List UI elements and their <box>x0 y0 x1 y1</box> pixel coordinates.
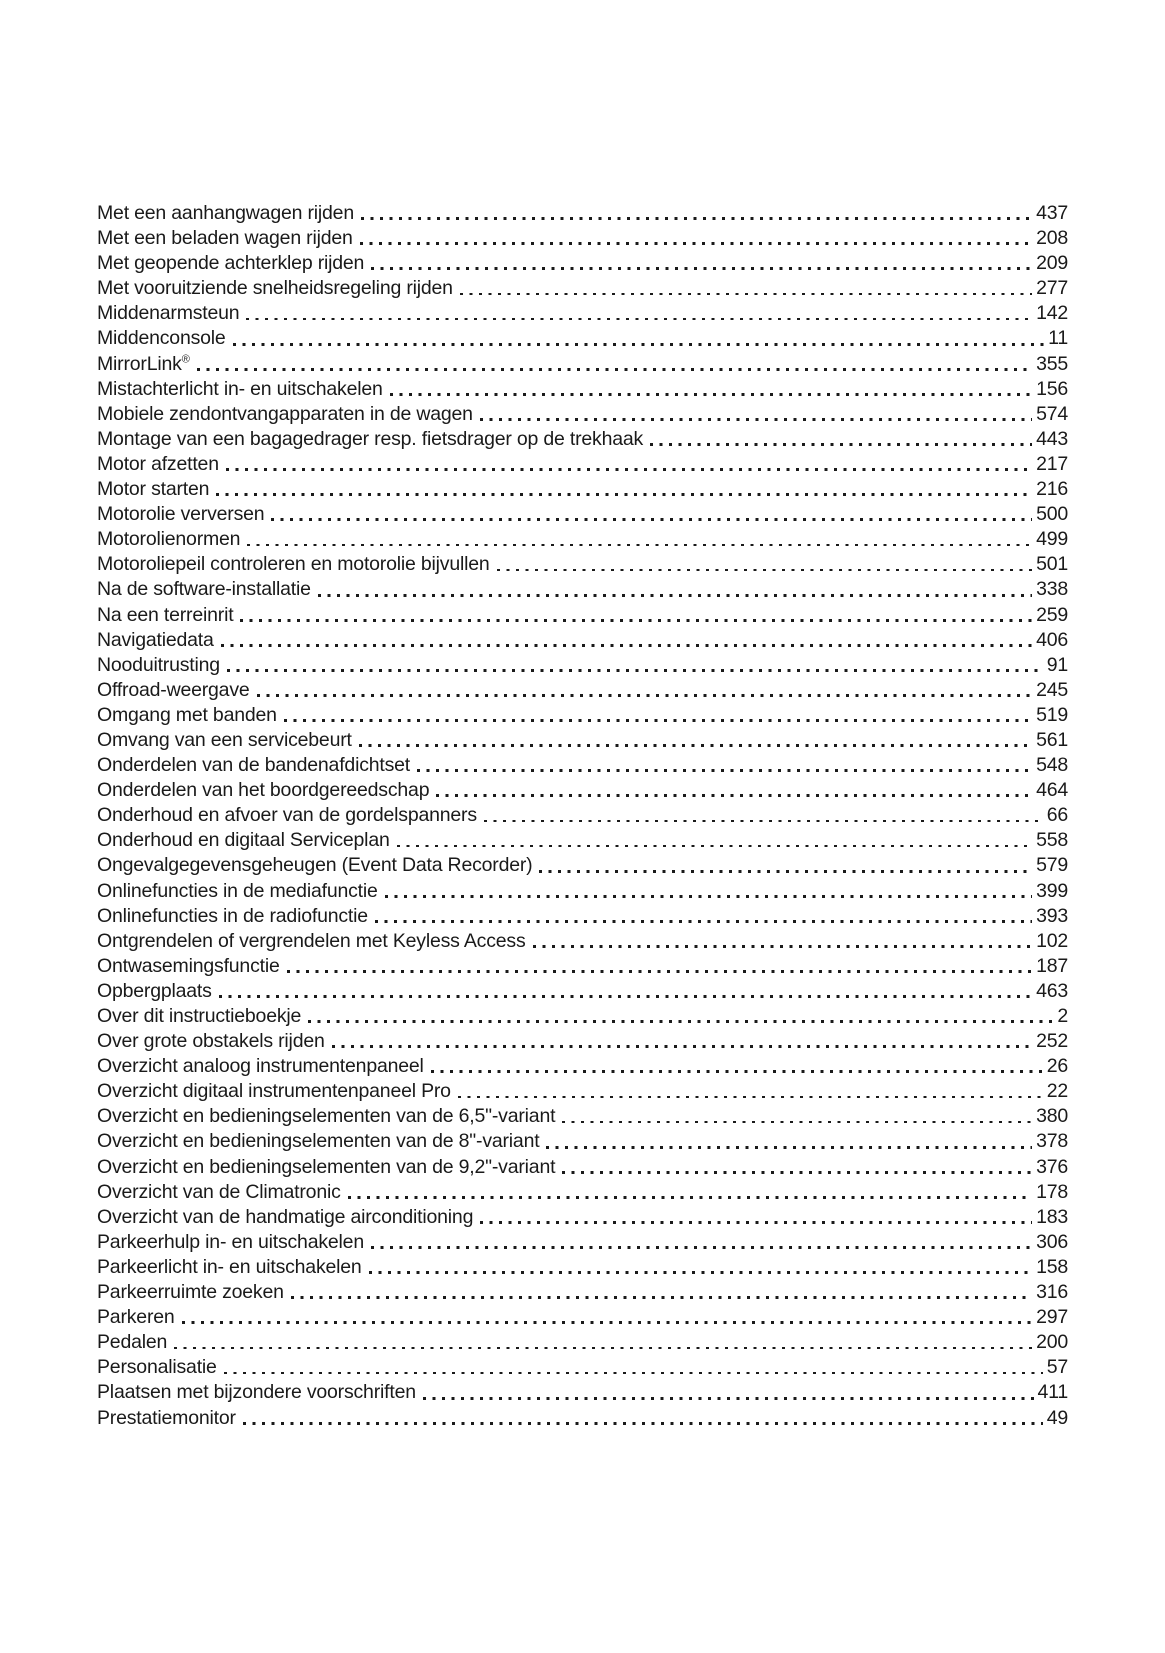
toc-entry-page-number: 297 <box>1036 1306 1068 1329</box>
toc-entry-title: Ontgrendelen of vergrendelen met Keyless Access <box>97 929 526 952</box>
dot-leader <box>233 343 1045 346</box>
toc-entry <box>97 653 1068 678</box>
toc-entry-page-number: 158 <box>1036 1255 1068 1278</box>
dot-leader <box>397 845 1032 848</box>
toc-entry-title: Parkeerlicht in- en uitschakelen <box>97 1255 362 1278</box>
dot-leader <box>182 1321 1033 1324</box>
dot-leader <box>650 443 1032 446</box>
dot-leader <box>219 995 1032 998</box>
toc-entry-title: Ontwasemingsfunctie <box>97 954 280 977</box>
toc-entry-page-number: 216 <box>1036 478 1068 501</box>
toc-entry-title: Onderhoud en digitaal Serviceplan <box>97 829 390 852</box>
toc-entry-title: Middenarmsteun <box>97 302 240 325</box>
dot-leader <box>226 468 1032 471</box>
toc-entry <box>97 703 1068 728</box>
dot-leader <box>291 1296 1032 1299</box>
toc-entry-page-number: 338 <box>1036 578 1068 601</box>
toc-entry-page-number: 378 <box>1036 1130 1068 1153</box>
toc-entry-page-number: 316 <box>1036 1281 1068 1304</box>
toc-entry-title: Na de software-installatie <box>97 578 311 601</box>
dot-leader <box>287 970 1032 973</box>
toc-entry-title: Navigatiedata <box>97 628 214 651</box>
toc-entry-title: Met een beladen wagen rijden <box>97 227 353 250</box>
toc-entry <box>97 577 1068 602</box>
toc-entry <box>97 1230 1068 1255</box>
toc-entry <box>97 628 1068 653</box>
toc-entry-page-number: 500 <box>1036 503 1068 526</box>
toc-entry-title: Middenconsole <box>97 327 226 350</box>
dot-leader <box>546 1146 1032 1149</box>
toc-entry-page-number: 411 <box>1037 1381 1068 1404</box>
toc-entry-page-number: 11 <box>1048 327 1068 350</box>
toc-entry-title: Over dit instructieboekje <box>97 1005 302 1027</box>
toc-entry <box>97 1280 1068 1305</box>
dot-leader <box>458 1096 1043 1099</box>
toc-entry-page-number: 558 <box>1036 829 1068 852</box>
dot-leader <box>390 393 1032 396</box>
toc-entry <box>97 1104 1068 1129</box>
toc-entry-page-number: 208 <box>1036 227 1068 250</box>
toc-entry-page-number: 178 <box>1036 1180 1068 1203</box>
dot-leader <box>247 544 1032 547</box>
toc-entry-page-number: 277 <box>1036 277 1068 300</box>
toc-entry-page-number: 200 <box>1036 1331 1068 1354</box>
dot-leader <box>257 694 1033 697</box>
dot-leader <box>224 1372 1043 1375</box>
toc-list <box>97 201 1068 1431</box>
dot-leader <box>371 267 1032 270</box>
toc-entry-page-number: 306 <box>1036 1230 1068 1253</box>
dot-leader <box>197 368 1032 371</box>
toc-entry-title: Met een aanhangwagen rijden <box>97 202 354 224</box>
toc-entry <box>97 1305 1068 1330</box>
toc-entry-title: Overzicht en bedieningselementen van de 8"-variant <box>97 1130 540 1153</box>
toc-entry-title: Onlinefuncties in de mediafunctie <box>97 879 378 902</box>
dot-leader <box>227 669 1043 672</box>
toc-entry <box>97 477 1068 502</box>
toc-entry <box>97 753 1068 778</box>
toc-entry <box>97 402 1068 427</box>
dot-leader <box>484 820 1043 823</box>
toc-entry-page-number: 376 <box>1036 1155 1068 1178</box>
toc-entry <box>97 778 1068 803</box>
toc-entry <box>97 603 1068 628</box>
dot-leader <box>271 518 1032 521</box>
toc-entry <box>97 1054 1068 1079</box>
toc-entry-title: Motorolie verversen <box>97 503 265 526</box>
toc-entry-title: Montage van een bagagedrager resp. fietsdrager op de trekhaak <box>97 427 644 450</box>
dot-leader <box>480 418 1032 421</box>
toc-entry-title: Mobiele zendontvangapparaten in de wagen <box>97 402 473 425</box>
toc-entry <box>97 301 1068 326</box>
toc-entry-page-number: 548 <box>1036 754 1068 777</box>
toc-entry-title: Onderhoud en afvoer van de gordelspanners <box>97 804 477 827</box>
toc-entry <box>97 1129 1068 1154</box>
toc-entry <box>97 1029 1068 1054</box>
toc-entry-page-number: 561 <box>1036 728 1068 751</box>
toc-entry-title: Mistachterlicht in- en uitschakelen <box>97 377 383 400</box>
toc-entry-title: Over grote obstakels rijden <box>97 1030 325 1053</box>
toc-entry <box>97 1355 1068 1380</box>
toc-entry <box>97 1079 1068 1104</box>
toc-entry-title: Motorolienormen <box>97 528 241 551</box>
toc-entry-page-number: 49 <box>1046 1406 1068 1429</box>
toc-entry-page-number: 22 <box>1046 1080 1068 1103</box>
toc-entry-page-number: 209 <box>1036 252 1068 275</box>
toc-entry-title: Omgang met banden <box>97 703 277 726</box>
toc-entry-title: Opbergplaats <box>97 979 212 1002</box>
toc-entry-page-number: 245 <box>1036 678 1068 701</box>
toc-entry-page-number: 399 <box>1036 879 1068 902</box>
toc-entry <box>97 1406 1068 1431</box>
toc-entry-title: Parkeren <box>97 1306 175 1329</box>
toc-entry <box>97 879 1068 904</box>
toc-entry <box>97 201 1068 226</box>
dot-leader <box>360 242 1032 245</box>
dot-leader <box>431 1070 1043 1073</box>
toc-entry-title: Onlinefuncties in de radiofunctie <box>97 904 368 927</box>
toc-entry <box>97 1330 1068 1355</box>
toc-entry-page-number: 57 <box>1046 1356 1068 1379</box>
toc-entry-page-number: 156 <box>1036 377 1068 400</box>
dot-leader <box>308 1020 1053 1023</box>
toc-entry-page-number: 142 <box>1036 302 1068 325</box>
toc-entry-title: Personalisatie <box>97 1356 217 1379</box>
dot-leader <box>460 293 1032 296</box>
toc-entry-title: Parkeerruimte zoeken <box>97 1281 284 1304</box>
toc-entry-page-number: 380 <box>1036 1105 1068 1128</box>
dot-leader <box>375 920 1032 923</box>
dot-leader <box>533 945 1033 948</box>
toc-entry-page-number: 574 <box>1036 402 1068 425</box>
toc-entry-page-number: 464 <box>1036 779 1068 802</box>
toc-entry-title: Onderdelen van de bandenafdichtset <box>97 754 411 777</box>
toc-entry <box>97 1155 1068 1180</box>
dot-leader <box>246 318 1032 321</box>
toc-entry-title: Motor starten <box>97 478 210 501</box>
toc-entry-page-number: 463 <box>1036 979 1068 1002</box>
toc-entry-title: Nooduitrusting <box>97 653 220 676</box>
toc-entry <box>97 276 1068 301</box>
dot-leader <box>348 1196 1032 1199</box>
toc-entry-title: Onderdelen van het boordgereedschap <box>97 779 430 802</box>
toc-entry-page-number: 183 <box>1036 1205 1068 1228</box>
dot-leader <box>539 870 1032 873</box>
toc-entry-title: Motoroliepeil controleren en motorolie bijvullen <box>97 553 490 576</box>
dot-leader <box>216 493 1032 496</box>
toc-entry <box>97 803 1068 828</box>
toc-entry-page-number: 102 <box>1036 929 1068 952</box>
dot-leader <box>243 1422 1043 1425</box>
toc-entry <box>97 427 1068 452</box>
toc-entry-page-number: 501 <box>1036 553 1068 576</box>
dot-leader <box>371 1246 1032 1249</box>
dot-leader <box>240 619 1032 622</box>
toc-entry-title: Na een terreinrit <box>97 603 234 626</box>
dot-leader <box>369 1271 1032 1274</box>
toc-entry <box>97 352 1068 377</box>
dot-leader <box>361 217 1032 220</box>
toc-entry-page-number: 443 <box>1036 427 1068 450</box>
toc-entry-title: Motor afzetten <box>97 452 219 475</box>
toc-entry <box>97 226 1068 251</box>
dot-leader <box>562 1121 1032 1124</box>
toc-entry <box>97 1180 1068 1205</box>
toc-entry <box>97 853 1068 878</box>
toc-entry <box>97 1380 1068 1405</box>
toc-entry <box>97 527 1068 552</box>
toc-entry-title: Met geopende achterklep rijden <box>97 252 365 275</box>
toc-entry-title: Ongevalgegevensgeheugen (Event Data Recorder) <box>97 854 533 877</box>
toc-entry-page-number: 579 <box>1036 854 1068 877</box>
toc-entry <box>97 1004 1068 1029</box>
toc-entry <box>97 728 1068 753</box>
toc-entry-page-number: 217 <box>1036 452 1068 475</box>
toc-entry-page-number: 437 <box>1036 202 1068 224</box>
toc-entry-title: Overzicht en bedieningselementen van de 9,2"-variant <box>97 1155 556 1178</box>
dot-leader <box>497 569 1033 572</box>
toc-entry <box>97 954 1068 979</box>
toc-entry-title: Overzicht van de handmatige airconditioning <box>97 1205 474 1228</box>
toc-entry-title: Parkeerhulp in- en uitschakelen <box>97 1230 364 1253</box>
toc-entry-title: Overzicht digitaal instrumentenpaneel Pro <box>97 1080 451 1103</box>
toc-entry <box>97 452 1068 477</box>
dot-leader <box>423 1397 1034 1400</box>
toc-entry <box>97 326 1068 351</box>
toc-entry-title: Prestatiemonitor <box>97 1406 236 1429</box>
toc-entry <box>97 678 1068 703</box>
toc-entry <box>97 979 1068 1004</box>
toc-entry-page-number: 355 <box>1036 352 1068 375</box>
dot-leader <box>284 719 1032 722</box>
toc-entry <box>97 552 1068 577</box>
toc-entry-page-number: 26 <box>1046 1055 1068 1078</box>
toc-entry-page-number: 66 <box>1046 804 1068 827</box>
toc-entry-page-number: 2 <box>1057 1005 1068 1027</box>
toc-entry-page-number: 519 <box>1036 703 1068 726</box>
toc-entry-title: Overzicht analoog instrumentenpaneel <box>97 1055 424 1078</box>
toc-entry-title: Plaatsen met bijzondere voorschriften <box>97 1381 416 1404</box>
toc-entry <box>97 904 1068 929</box>
toc-entry-page-number: 252 <box>1036 1030 1068 1053</box>
dot-leader <box>562 1171 1032 1174</box>
dot-leader <box>318 594 1032 597</box>
dot-leader <box>385 895 1032 898</box>
toc-entry-page-number: 91 <box>1046 653 1068 676</box>
toc-entry-title: Offroad-weergave <box>97 678 250 701</box>
toc-entry-page-number: 499 <box>1036 528 1068 551</box>
toc-entry <box>97 377 1068 402</box>
dot-leader <box>359 744 1032 747</box>
dot-leader <box>174 1347 1032 1350</box>
dot-leader <box>221 644 1032 647</box>
toc-entry <box>97 828 1068 853</box>
toc-entry <box>97 251 1068 276</box>
toc-entry-title: Overzicht en bedieningselementen van de 6,5"-variant <box>97 1105 556 1128</box>
toc-entry-title: Met vooruitziende snelheidsregeling rijden <box>97 277 453 300</box>
toc-entry-page-number: 259 <box>1036 603 1068 626</box>
toc-entry <box>97 1205 1068 1230</box>
toc-entry-page-number: 393 <box>1036 904 1068 927</box>
toc-entry-title: Overzicht van de Climatronic <box>97 1180 341 1203</box>
toc-entry-title: MirrorLink® <box>97 352 190 375</box>
toc-entry-title: Pedalen <box>97 1331 168 1354</box>
toc-entry <box>97 502 1068 527</box>
dot-leader <box>417 769 1032 772</box>
toc-entry-page-number: 187 <box>1036 954 1068 977</box>
toc-entry-title: Omvang van een servicebeurt <box>97 728 352 751</box>
toc-entry <box>97 1255 1068 1280</box>
registered-trademark-symbol: ® <box>181 353 190 366</box>
toc-entry <box>97 929 1068 954</box>
dot-leader <box>332 1045 1032 1048</box>
dot-leader <box>436 794 1032 797</box>
toc-entry-page-number: 406 <box>1036 628 1068 651</box>
dot-leader <box>480 1221 1032 1224</box>
